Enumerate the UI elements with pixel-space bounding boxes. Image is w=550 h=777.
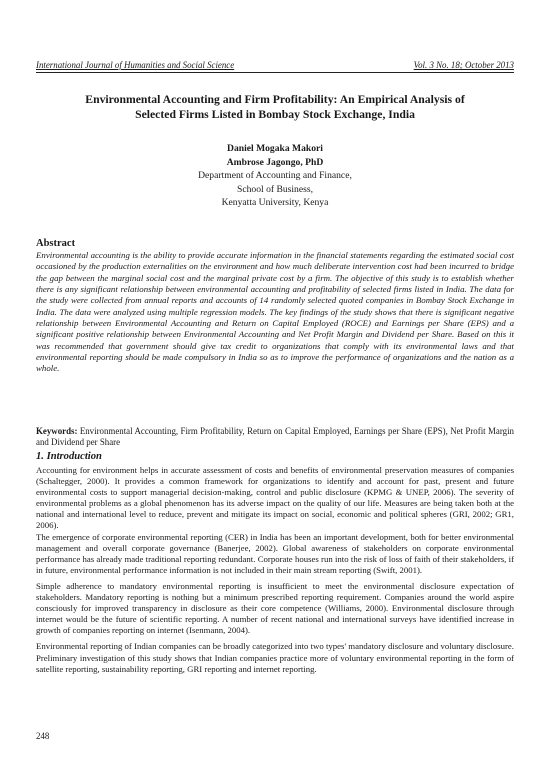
title-line-1: Environmental Accounting and Firm Profitability: An Empirical Analysis of [85,93,465,106]
affiliation-university: Kenyatta University, Kenya [221,197,329,208]
author-name-2: Ambrose Jagongo, PhD [226,156,324,168]
title-line-2: Selected Firms Listed in Bombay Stock Exchange, India [135,108,415,121]
author-name-1: Daniel Mogaka Makori [227,143,323,154]
volume-issue: Vol. 3 No. 18; October 2013 [413,60,514,70]
keywords-label: Keywords: [36,426,78,436]
paper-title [36,92,514,122]
page-number: 248 [36,731,50,741]
affiliation-department: Department of Accounting and Finance, [198,170,352,181]
affiliation-school: School of Business, [237,183,313,195]
introduction-body [36,465,514,675]
paragraph: Simple adherence to mandatory environmental reporting is insufficient to meet the environmental disclosure expectation of stakeholders. Mandatory reporting is nothing but a minimum prescribed reporting requirement. Companies around the world aspire consciously for improved transparency in disclosure as their core competence (Williams, 2000). Environmental disclosure through internet would be the future of scientific reporting. A number of recent national and international surveys have identified increase in growth of companies reporting on internet (Isenmann, 2004). [36,580,514,636]
keywords-list: Environmental Accounting, Firm Profitability, Return on Capital Employed, Earnings per Share (EPS), Net Profit Margin and Dividend per Share [36,426,514,448]
running-header [36,60,514,73]
paragraph: Environmental reporting of Indian companies can be broadly categorized into two types' mandatory disclosure and voluntary disclosure. Preliminary investigation of this study shows that Indian companies practice more of voluntary environmental reporting in the form of satellite reporting, sustainability reporting, GRI reporting and internet reporting. [36,641,514,674]
paper-page [36,0,514,777]
journal-name: International Journal of Humanities and Social Science [36,60,235,70]
keywords [36,426,514,449]
abstract-text: Environmental accounting is the ability to provide accurate information in the financial statements regarding the estimated social cost occasioned by the production externalities on the environment and how much deliberate intervention cost had been incurred to bridge the gap between the marginal social cost and the marginal private cost by a firm. The objective of this study is to establish whether there is any significant relationship between environmental accounting and profitability of selected firms listed in India. The data for the study were collected from annual reports and accounts of 14 randomly selected quoted companies in Bombay Stock Exchange in India. The data were analyzed using multiple regression models. The key findings of the study shows that there is significant negative relationship between Environmental Accounting and Return on Capital Employed (ROCE) and Earnings per Share (EPS) and a significant positive relationship between Environmental Accounting and Net Profit Margin and Dividend per Share. Based on this it was recommended that government should give tax credit to organizations that comply with its environmental laws and that environmental reporting should be made compulsory in India so as to improve the performance of organizations and the nation as a whole. [36,250,514,374]
section-heading-introduction: 1. Introduction [36,451,102,462]
author-block [36,142,514,210]
paragraph: The emergence of corporate environmental reporting (CER) in India has been an important development, both for better environmental management and overall corporate governance (Banerjee, 2002). Global awareness of stakeholders on corporate environmental performance has already made traditional reporting redundant. Corporate houses run into the risk of loss of faith of their stakeholders, if in future, environmental performance information is not included in their main stream reporting (Swift, 2001). [36,531,514,575]
paragraph: Accounting for environment helps in accurate assessment of costs and benefits of environmental preservation measures of companies (Schaltegger, 2000). It provides a common framework for organizations to identify and account for past, present and future environmental costs to support managerial decision-making, control and public disclosure (KPMG & UNEP, 2006). The severity of environmental problems as a global phenomenon has its adverse impact on the quality of our life. Measures are being taken both at the national and international level to reduce, prevent and mitigate its impact on social, economic and political spheres (GRI, 2002; GR1, 2006). [36,465,514,531]
abstract-heading: Abstract [36,238,76,249]
